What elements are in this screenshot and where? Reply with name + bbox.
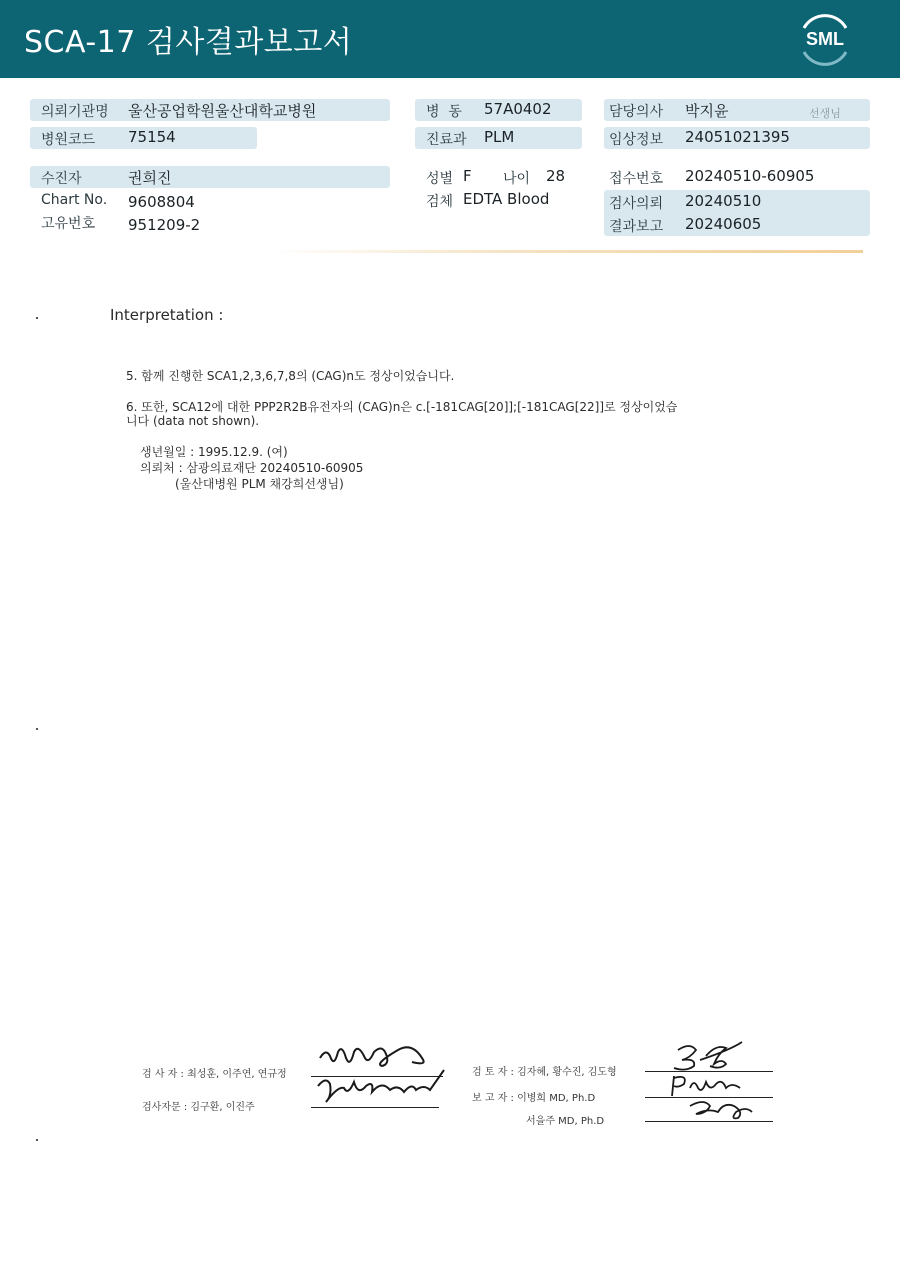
age-value: 28	[546, 167, 566, 185]
interpretation-item-5: 5. 함께 진행한 SCA1,2,3,6,7,8의 (CAG)n도 정상이었습니다.	[126, 369, 455, 383]
margin-dot	[36, 728, 38, 730]
reviewers-text: 검 토 자 : 김자혜, 황수진, 김도형	[472, 1067, 617, 1078]
doctor-suffix: 선생님	[809, 107, 841, 120]
birth-date: 생년월일 : 1995.12.9. (여)	[140, 445, 288, 459]
interpretation-item-6-line1: 6. 또한, SCA12에 대한 PPP2R2B유전자의 (CAG)n은 c.[-181CAG[20]];[-181CAG[22]]로 정상이었습	[126, 400, 678, 414]
reporter2-text: 서을주 MD, Ph.D	[526, 1116, 605, 1127]
margin-dot	[36, 317, 38, 319]
unique-no-label: 고유번호	[41, 216, 96, 232]
reporter-text: 보 고 자 : 이병희 MD, Ph.D	[472, 1093, 596, 1104]
referral-info: 의뢰처 : 삼광의료재단 20240510-60905	[140, 461, 364, 475]
chart-no-value: 9608804	[128, 193, 195, 211]
report-header	[0, 0, 900, 78]
ward-label: 병 동	[426, 104, 462, 120]
clinical-info-label: 임상정보	[609, 132, 664, 148]
unique-no-value: 951209-2	[128, 216, 201, 234]
department-label: 진료과	[426, 132, 467, 148]
logo-text: SML	[806, 29, 844, 49]
chart-no-label: Chart No.	[41, 192, 108, 208]
report-title: SCA-17 검사결과보고서	[24, 25, 353, 60]
referral-detail: (울산대병원 PLM 채강희선생님)	[175, 477, 344, 491]
institution-value: 울산공업학원울산대학교병원	[128, 102, 317, 120]
examiner-signature-image	[312, 1040, 452, 1110]
hospital-code-label: 병원코드	[41, 132, 96, 148]
interpretation-heading: Interpretation :	[110, 306, 224, 324]
advisors-text: 검사자문 : 김구환, 이진주	[142, 1102, 255, 1113]
doctor-label: 담당의사	[609, 104, 664, 120]
doctor-value: 박지윤	[685, 102, 729, 120]
reviewer-signature-image	[660, 1040, 770, 1130]
ward-value: 57A0402	[484, 100, 552, 118]
test-request-label: 검사의뢰	[609, 196, 664, 212]
hospital-code-value: 75154	[128, 128, 176, 146]
header-divider	[270, 250, 863, 253]
patient-value: 권희진	[128, 169, 172, 187]
clinical-info-value: 24051021395	[685, 128, 790, 146]
specimen-value: EDTA Blood	[463, 190, 550, 208]
test-request-value: 20240510	[685, 192, 762, 210]
sex-value: F	[463, 167, 472, 185]
patient-row	[30, 166, 390, 188]
margin-dot	[36, 1139, 38, 1141]
sml-logo	[794, 12, 856, 66]
specimen-label: 검체	[426, 194, 454, 210]
interpretation-item-6-line2: 니다 (data not shown).	[126, 414, 260, 428]
department-value: PLM	[484, 128, 515, 146]
result-report-value: 20240605	[685, 215, 762, 233]
examiners-text: 검 사 자 : 최성훈, 이주연, 연규정	[142, 1069, 287, 1080]
receipt-no-label: 접수번호	[609, 171, 664, 187]
sex-label: 성별	[426, 171, 454, 187]
institution-label: 의뢰기관명	[41, 104, 109, 120]
patient-label: 수진자	[41, 171, 82, 187]
receipt-no-value: 20240510-60905	[685, 167, 815, 185]
result-report-label: 결과보고	[609, 219, 664, 235]
age-label: 나이	[503, 171, 531, 187]
